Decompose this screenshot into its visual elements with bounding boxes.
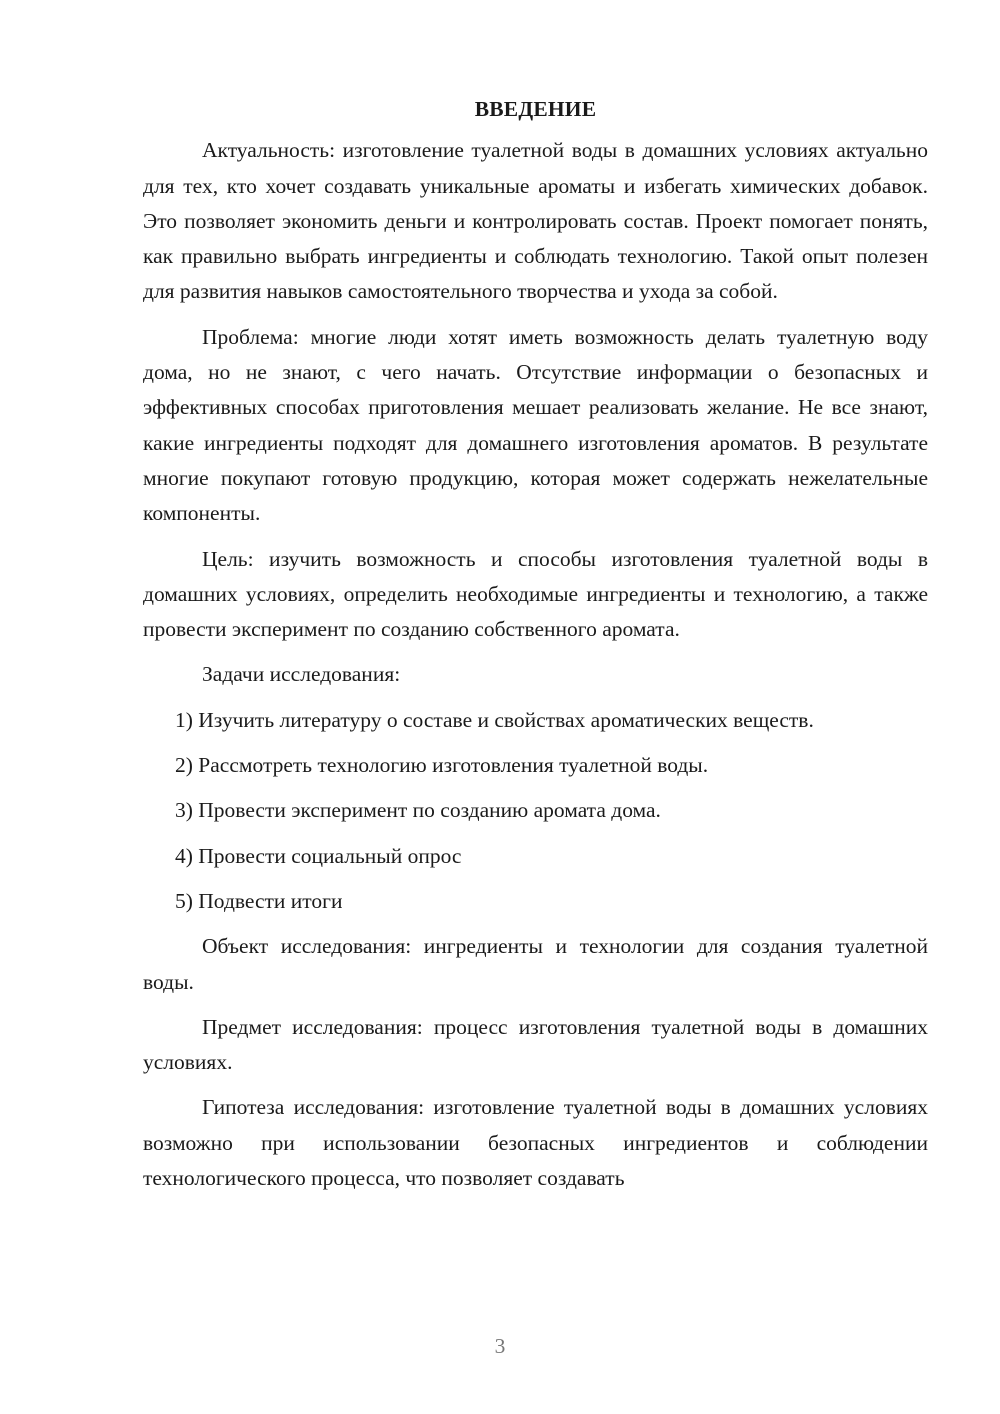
page-title: ВВЕДЕНИЕ	[474, 97, 597, 121]
task-item-1: 1) Изучить литературу о составе и свойствах ароматических веществ.	[175, 707, 814, 732]
goal-paragraph: Цель: изучить возможность и способы изготовления туалетной воды в домашних условиях, определить необходимые ингредиенты и технологию, а также провести эксперимент по созданию собственного аромата.	[143, 546, 928, 642]
tasks-list	[143, 703, 928, 919]
task-item-5: 5) Подвести итоги	[175, 888, 343, 913]
relevance-paragraph: Актуальность: изготовление туалетной воды в домашних условиях актуально для тех, кто хочет создавать уникальные ароматы и избегать химических добавок. Это позволяет экономить деньги и контролировать состав. Проект помогает понять, как правильно выбрать ингредиенты и соблюдать технологию. Такой опыт полезен для развития навыков самостоятельного творчества и ухода за собой.	[143, 138, 928, 304]
tasks-heading: Задачи исследования:	[202, 662, 401, 687]
task-item-2: 2) Рассмотреть технологию изготовления туалетной воды.	[175, 753, 709, 778]
document-page	[143, 92, 928, 1196]
task-item-3: 3) Провести эксперимент по созданию аромата дома.	[175, 798, 661, 823]
object-paragraph: Объект исследования: ингредиенты и технологии для создания туалетной воды.	[143, 934, 928, 994]
task-item-4: 4) Провести социальный опрос	[175, 843, 462, 868]
page-number: 3	[494, 1334, 506, 1358]
hypothesis-paragraph: Гипотеза исследования: изготовление туалетной воды в домашних условиях возможно при использовании безопасных ингредиентов и соблюдении технологического процесса, что позволяет создавать	[143, 1095, 928, 1191]
problem-paragraph: Проблема: многие люди хотят иметь возможность делать туалетную воду дома, но не знают, с чего начать. Отсутствие информации о безопасных и эффективных способах приготовления мешает реализовать желание. Не все знают, какие ингредиенты подходят для домашнего изготовления ароматов. В результате многие покупают готовую продукцию, которая может содержать нежелательные компоненты.	[143, 324, 928, 526]
subject-paragraph: Предмет исследования: процесс изготовления туалетной воды в домашних условиях.	[143, 1014, 928, 1075]
